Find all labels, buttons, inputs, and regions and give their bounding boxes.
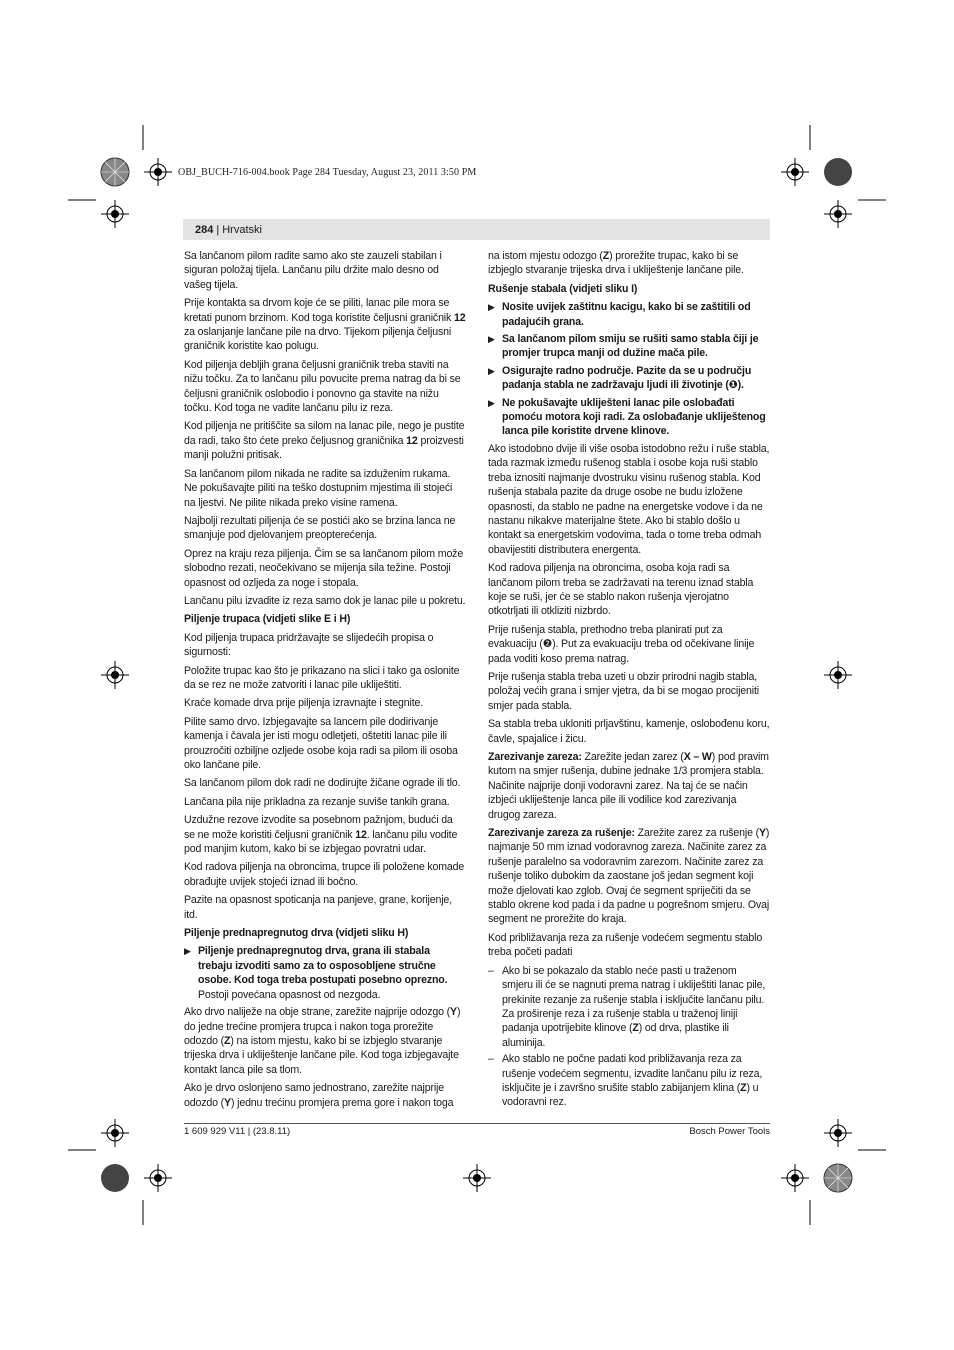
warning-bullet: ▶ Piljenje prednapregnutog drva, grana ili stabala trebaju izvoditi samo za to osposobljene stručne osobe. Kod toga treba postupati posebno oprezno. Postoji povećana opasnost od nezgoda. [184,945,448,1001]
body-paragraph: Sa lančanom pilom radite samo ako ste zauzeli stabilan i siguran položaj tijela. Lančanu pilu držite malo desno od vašeg tijela. [184,250,442,291]
section-heading: Piljenje prednapregnutog drva (vidjeti sliku H) [184,927,409,940]
bullet-arrow-icon: ▶ [488,365,495,376]
body-paragraph: Kod piljenja debljih grana čeljusni graničnik treba staviti na nižu točku. Za to lančanu pilu povucite prema natrag da bi se čeljusni graničnik oslobodio i ponovno ga stavite na nižu točku. Kod toga ne vadite lančanu pilu iz reza. [184,358,461,415]
body-paragraph: na istom mjestu odozgo (Z) prorežite trupac, kako bi se izbjeglo stvaranje trijeska drva i ukliještenje lančane pile. [488,250,744,277]
body-paragraph: Uzdužne rezove izvodite sa posebnom pažnjom, budući da se ne može koristiti čeljusni graničnik 12. lančanu pilu vodite pod manjim kutom, kako bi se izbjegao povratni udar. [184,814,458,856]
body-paragraph: Kod piljenja ne pritiščite sa silom na lanac pile, nego je pustite da radi, tako što ćete preko čeljusnog graničnika 12 proizvesti manji polužni pritisak. [184,420,465,462]
body-paragraph: Sa stabla treba ukloniti prljavštinu, kamenje, oslobođenu koru, čavle, spajalice i žicu. [488,718,770,745]
right-column [488,249,770,1112]
body-paragraph: Prije kontakta sa drvom koje će se piliti, lanac pile mora se kretati punom brzinom. Kod toga koristite čeljusni graničnik 12 za oslanjanje lančane pile na drvo. Tijekom piljenja čeljusni graničnik koristite kao polugu. [184,297,466,353]
language-label: Hrvatski [222,223,262,236]
bullet-arrow-icon: ▶ [184,946,191,957]
body-paragraph: Ako je drvo oslonjeno samo jednostrano, zarežite najprije odozdo (Y) jednu trećinu promjera prema gore i nakon toga [184,1082,454,1109]
body-paragraph: Prije rušenja stabla treba uzeti u obzir prirodni nagib stabla, položaj većih grana i smjer vjetra, da bi se mogao procijeniti smjer pada stabla. [488,670,759,712]
header-separator: | [216,223,220,236]
body-paragraph: Sa lančanom pilom dok radi ne dodirujte žičane ograde ili tlo. [184,777,461,790]
body-paragraph: Položite trupac kao što je prikazano na slici i tako ga oslonite da se rez ne može zatvoriti i lanac pile ukliještiti. [184,664,460,691]
body-paragraph: Oprez na kraju reza piljenja. Čim se sa lančanom pilom može slobodno rezati, neočekivano se mijenja sila težine. Postoji opasnost od ozljeda za noge i stopala. [184,547,464,589]
warning-bullet: ▶ Osigurajte radno područje. Pazite da se u području padanja stabla ne zadržavaju ljudi ili životinje (❶). [488,364,752,392]
body-paragraph: Kod radova piljenja na obroncima, trupce ili položene komade obrađujte uvijek stojeći iznad ili bočno. [184,861,465,888]
body-paragraph: Kraće komade drva prije piljenja izravnajte i stegnite. [184,697,424,710]
bullet-arrow-icon: ▶ [488,334,495,345]
footer-brand: Bosch Power Tools [689,1126,770,1137]
warning-bullet: ▶ Ne pokušavajte ukliješteni lanac pile oslobađati pomoću motora koji radi. Za oslobađanje ukliještenog lanca pile koristite drvene klinove. [488,396,766,438]
section-heading: Rušenje stabala (vidjeti sliku I) [488,282,638,295]
warning-bullet: ▶ Nosite uvijek zaštitnu kacigu, kako bi se zaštitili od padajućih grana. [488,301,751,328]
dash-marker: – [488,1053,494,1066]
body-paragraph: Pazite na opasnost spoticanja na panjeve, grane, korijenje, itd. [184,894,452,921]
dash-list-item: – Ako bi se pokazalo da stablo neće pasti u traženom smjeru ili će se nagnuti prema natrag i ukliještiti lanac pile, prekinite rezanje za rušenje stabla i isključite lančanu pilu. Za proširenje reza i za rušenje stabla u traženoj liniji padanja upotrijebite klinove (Z) od drva, plastike ili aluminija. [488,964,766,1049]
body-paragraph: Prije rušenja stabla, prethodno treba planirati put za evakuaciju (❷). Put za evakuaciju treba od očekivane linije pada voditi koso prema natrag. [488,623,755,665]
body-paragraph: Lančanu pilu izvadite iz reza samo dok je lanac pile u pokretu. [184,594,466,607]
dash-marker: – [488,964,494,977]
body-paragraph: Kod radova piljenja na obroncima, osoba koja radi sa lančanom pilom treba se zadržavati na terenu iznad stabla koje se ruši, jer će se stablo nakon rušenja vjerojatno otkotrljati ili otkliziti nizbrdo. [488,562,754,618]
body-paragraph: Pilite samo drvo. Izbjegavajte sa lancem pile dodirivanje kamenja i čavala jer isti mogu odletjeti, oštetiti lanac pile ili prouzročiti ozbiljne ozljede osobe koja radi sa pilom ili osoba oko lančane pile. [184,715,458,771]
body-paragraph: Lančana pila nije prikladna za rezanje suviše tankih grana. [184,795,450,808]
body-paragraph: Ako drvo naliježe na obje strane, zarežite najprije odozgo (Y) do jedne trećine promjera trupca i nakon toga prorežite odozdo (Z) na istom mjestu, kako bi se izbjeglo stvaranje trijeska drva i ukliještenje lančane pile. Kod toga izbjegavajte kontakt lanca pile sa tlom. [184,1006,461,1076]
body-paragraph: Ako istodobno dvije ili više osoba istodobno režu i ruše stabla, tada razmak između rušenog stabla i osobe koja ruši stablo treba iznositi najmanje dvostruku visinu rušenog stabla. Kod rušenja stabala pazite da druge osobe ne budu izložene opasnosti, da stablo ne padne na energetske vodove i da ne nastanu nikakve materijalne štete. Ako bi stablo došlo u kontakt sa energetskim vodovima, tada o tome treba odmah obavijestiti distributera energenta. [488,442,770,556]
body-paragraph: Sa lančanom pilom nikada ne radite sa izduženim rukama. Ne pokušavajte piliti na teško dostupnim mjestima ili stojeći na ljestvi. Ne pilite nikada preko visine ramena. [184,467,453,509]
section-heading: Piljenje trupaca (vidjeti slike E i H) [184,613,351,626]
footer-doc-id: 1 609 929 V11 | (23.8.11) [184,1126,291,1137]
body-paragraph: Kod piljenja trupaca pridržavajte se slijedećih propisa o sigurnosti: [184,631,434,659]
left-column [184,249,466,1114]
body-paragraph: Kod približavanja reza za rušenje vodećem segmentu stablo treba početi padati [488,931,763,959]
page-number: 284 [195,223,214,236]
warning-bullet: ▶ Sa lančanom pilom smiju se rušiti samo stabla čiji je promjer trupca manji od dužine mača pile. [488,333,759,360]
page-header-bar [183,219,770,240]
body-paragraph: Zarezivanje zareza za rušenje: Zarežite zarez za rušenje (Y) najmanje 50 mm iznad vodoravnog zareza. Načinite zarez za rušenje paralelno sa vodoravnim zarezom. Načinite zarez za rušenje toliko dubokim da zaostane još jedan segment koji može djelovati kao zglob. Ovaj će segment spriječiti da se stablo okrene kod pada i da padne u pogrešnom smjeru. Ovaj segment ne prorežite do kraja. [488,827,770,926]
body-paragraph: Najbolji rezultati piljenja će se postići ako se brzina lanca ne smanjuje pod djelovanjem preopterećenja. [184,514,456,542]
bullet-arrow-icon: ▶ [488,302,495,313]
body-paragraph: Zarezivanje zareza: Zarežite jedan zarez (X – W) pod pravim kutom na smjer rušenja, dubine jednake 1/3 promjera stabla. Načinite najprije donji vodoravni zarez. Na taj će se način izbjeći ukliještenje lanca pile ili vodilice kod zarezivanja drugog zareza. [488,751,769,821]
footer-rule [184,1123,770,1124]
print-header: OBJ_BUCH-716-004.book Page 284 Tuesday, August 23, 2011 3:50 PM [178,167,477,178]
bullet-arrow-icon: ▶ [488,397,495,408]
dash-list-item: – Ako stablo ne počne padati kod približavanja reza za rušenje vodećem segmentu, izvadite lančanu pilu iz reza, isključite je i završno srušite stablo zabijanjem klina (Z) u vodoravni rez. [488,1053,763,1109]
